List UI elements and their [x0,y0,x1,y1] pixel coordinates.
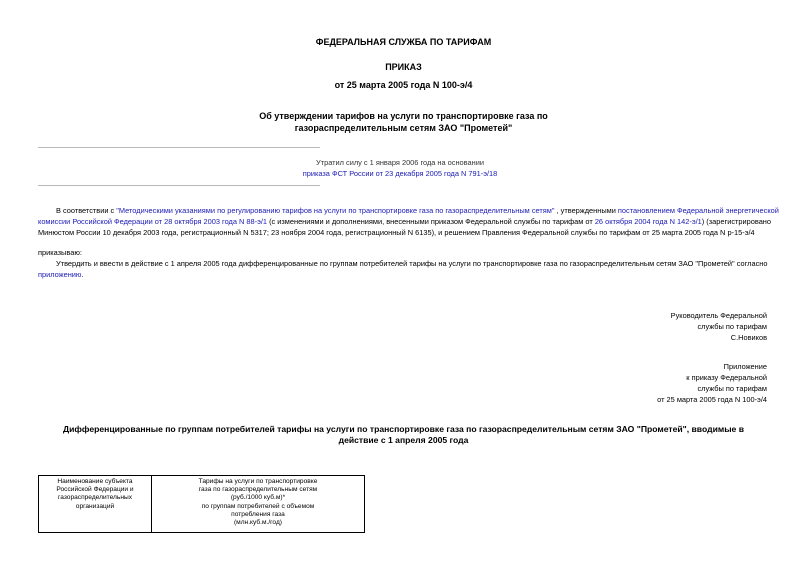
header-subject-line: Наименование субъекта [57,478,133,485]
table-title-line2: действие с 1 апреля 2005 года [338,435,469,445]
org-name: ФЕДЕРАЛЬНАЯ СЛУЖБА ПО ТАРИФАМ [315,37,492,47]
doc-title [0,110,807,134]
appendix-line3: службы по тарифам [697,384,767,393]
repeal-notice [230,157,570,179]
order-paragraph [38,258,773,280]
signature-name: С.Новиков [730,333,767,342]
doc-date: от 25 марта 2005 года N 100-э/4 [334,80,473,90]
appendix-line2: к приказу Федеральной [686,373,767,382]
header-tariff-line: (млн.куб.м./год) [233,519,282,527]
signature-line1: Руководитель Федеральной [670,311,767,320]
preamble-text-d: ) (зарегистрировано [701,217,772,226]
fst-order-link[interactable]: 26 октября 2004 года N 142-э/1 [594,217,702,226]
header-tariff-line: потребления газа [231,510,285,518]
appendix-line1: Приложение [723,362,767,371]
header-tariff-line: газа по газораспределительным сетям [198,486,318,494]
header-subject-line: Российской Федерации и [56,486,134,494]
preamble-text-a: В соответствии с [56,206,117,215]
divider-top [38,147,320,148]
signature-block [671,310,767,343]
signature-line2: службы по тарифам [697,322,767,331]
repeal-notice-link[interactable]: приказа ФСТ России от 23 декабря 2005 года N 791-э/18 [302,169,498,178]
header-subject-line: организаций [75,502,115,510]
header-tariff-line: по группам потребителей с объемом [201,502,315,510]
header-cell-subject [39,476,152,533]
preamble-text-b: , утвержденными [554,206,618,215]
header-subject-line: газораспределительных [57,494,133,502]
divider-bottom [38,185,320,186]
table-title [20,424,787,446]
appendix-header [657,361,767,405]
header-cell-tariffs [152,476,365,533]
preamble-line3: Минюстом России 10 декабря 2003 года, регистрационный N 5317; 23 ноября 2004 года, регистрационный N 6135), и решением Правления Федеральной службы по тарифам от 25 марта 2005 года N р-15-э/4 [38,228,755,237]
methodology-link[interactable]: "Методическими указаниями по регулированию тарифов на услуги по транспортировке газа по газораспределительным сетям" [116,206,555,215]
header-tariff-line: Тарифы на услуги по транспортировке [198,478,318,485]
appendix-link[interactable]: приложению [38,270,82,279]
doc-type: ПРИКАЗ [385,62,422,72]
table-header-row [39,476,365,533]
order-text-end: . [81,270,84,279]
preamble-paragraph [38,205,779,238]
preamble-text-c: (с изменениями и дополнениями, внесенными приказом Федеральной службы по тарифам от [267,217,595,226]
order-text: Утвердить и ввести в действие с 1 апреля 2005 года дифференцированные по группам потребителей тарифы на услуги по транспортировке газа по газораспределительным сетям ЗАО "Прометей" согласно [56,259,768,268]
repeal-notice-text: Утратил силу с 1 января 2006 года на основании [316,158,484,167]
fek-resolution-link-cont[interactable]: комиссии Российской Федерации от 28 октября 2003 года N 88-э/1 [38,217,268,226]
header-tariff-line: (руб./1000 куб.м)* [230,494,286,502]
table-title-line1: Дифференцированные по группам потребителей тарифы на услуги по транспортировке газа по газораспределительным сетям ЗАО "Прометей", вводимые в [63,424,744,434]
appendix-line4: от 25 марта 2005 года N 100-э/4 [657,395,767,404]
tariff-table [38,475,365,533]
order-word: приказываю: [38,248,82,257]
doc-title-line2: газораспределительным сетям ЗАО "Прометей" [294,123,513,133]
doc-title-line1: Об утверждении тарифов на услуги по транспортировке газа по [259,111,548,121]
fek-resolution-link[interactable]: постановлением Федеральной энергетической [617,206,779,215]
